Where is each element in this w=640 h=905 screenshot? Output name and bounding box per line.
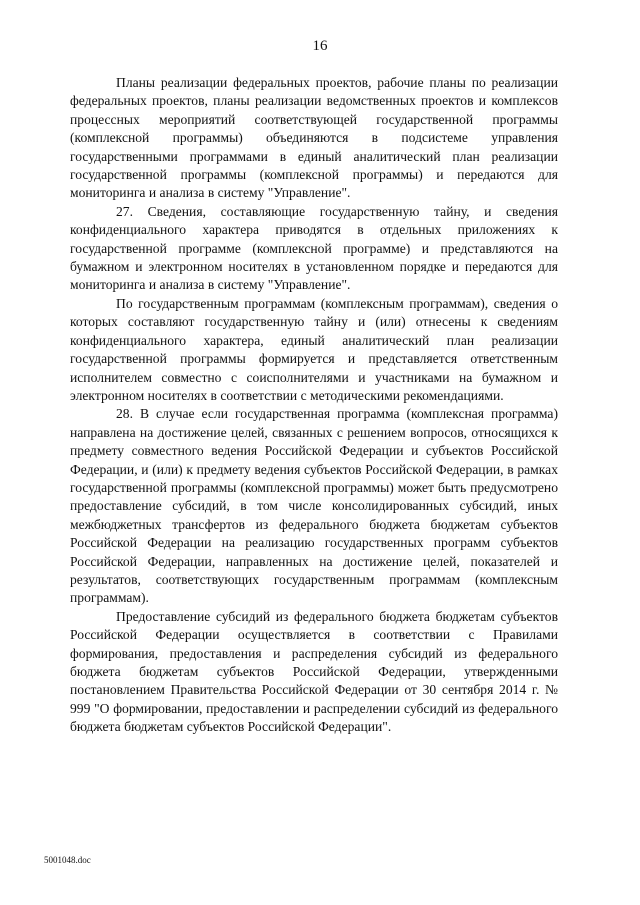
paragraph-subsidies-rules: Предоставление субсидий из федерального бюджета бюджетам субъектов Российской Федерации осуществляется в соответствии с Правилами формирования, предоставления и распределения субсидий из федерального бюджета бюджетам субъектов Российской Федерации, утвержденными постановлением Правительства Российской Федерации от 30 сентября 2014 г. № 999 "О формировании, предоставлении и распределении субсидий из федерального бюджета бюджетам субъектов Российской Федерации".: [70, 608, 558, 735]
page-number: 16: [312, 38, 328, 54]
footer-document-code: 5001048.doc: [44, 855, 91, 865]
paragraph-plans-consolidation: Планы реализации федеральных проектов, рабочие планы по реализации федеральных проектов, планы реализации ведомственных проектов и комплексов процессных мероприятий соответствующей государственной программы (комплексной программы) объединяются в подсистеме управления государственными программами в единый аналитический план реализации государственной программы (комплексной программы) и передаются для мониторинга и анализа в систему "Управление".: [70, 75, 558, 201]
paragraph-confidential-programs: По государственным программам (комплексным программам), сведения о которых составляют государственную тайну и (или) отнесены к сведениям конфиденциального характера, единый аналитический план реализации государственной программы формируется и представляется ответственным исполнителем совместно с соисполнителями и участниками на бумажном и электронном носителях в соответствии с методическими рекомендациями.: [70, 295, 558, 403]
paragraph-28-joint-jurisdiction: 28. В случае если государственная программа (комплексная программа) направлена на достижение целей, связанных с решением вопросов, относящихся к предмету совместного ведения Российской Федерации и субъектов Российской Федерации, и (или) к предмету ведения субъектов Российской Федерации, в рамках государственной программы (комплексной программы) может быть предусмотрено предоставление субсидий, в том числе консолидированных субсидий, иных межбюджетных трансфертов из федерального бюджета бюджетам субъектов Российской Федерации на реализацию государственных программ субъектов Российской Федерации, направленных на достижение целей, показателей и результатов, соответствующих государственным программам (комплексным программам).: [70, 406, 558, 606]
paragraph-27-state-secret: 27. Сведения, составляющие государственную тайну, и сведения конфиденциального характера приводятся в отдельных приложениях к государственной программе (комплексной программе) и представляются на бумажном и электронном носителях в установленном порядке и передаются для мониторинга и анализа в систему "Управление".: [70, 203, 558, 293]
document-body: [70, 74, 558, 737]
